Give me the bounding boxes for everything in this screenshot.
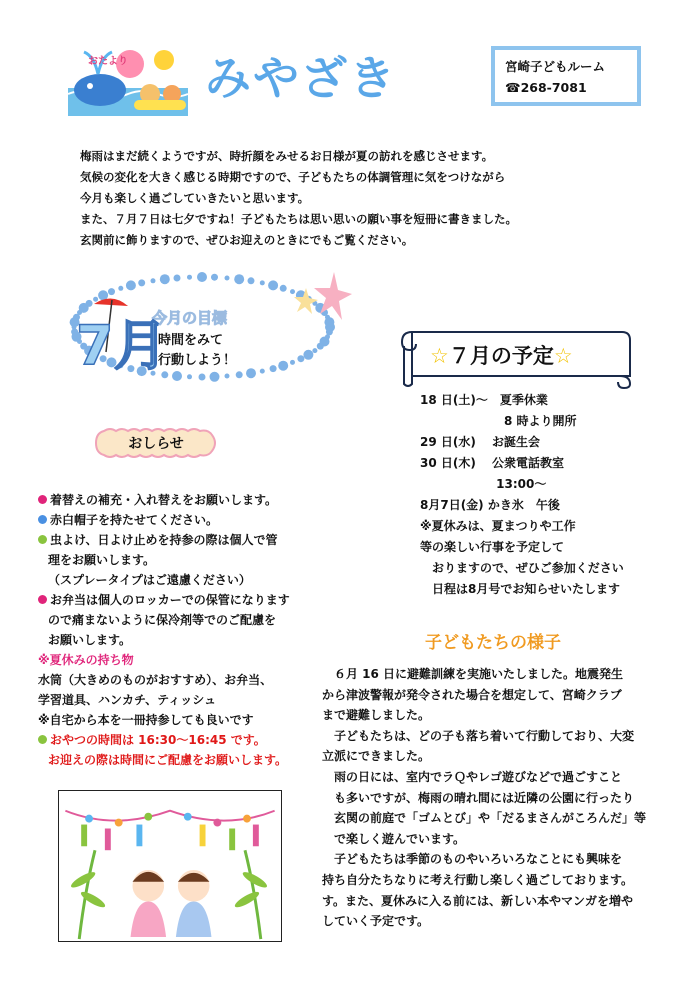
star-icon: ☆ <box>430 344 449 368</box>
bubble-dot <box>312 348 317 353</box>
starfish-icon <box>292 270 352 326</box>
bubble-dot <box>297 355 304 362</box>
notice-line: お弁当は個人のロッカーでの保管になります <box>38 590 328 610</box>
bubble-dot <box>210 372 220 382</box>
bubble-dot <box>234 274 244 284</box>
bubble-dot <box>187 374 192 379</box>
schedule-line: 30 日(木) 公衆電話教室 <box>420 456 565 470</box>
umbrella-month-icon <box>72 292 168 377</box>
bubble-dot <box>278 361 288 371</box>
bullet-dot-icon <box>38 495 47 504</box>
bubble-dot <box>160 274 170 284</box>
schedule-line: 等の楽しい行事を予定して <box>420 540 565 554</box>
notice-line: （スプレータイプはご遠慮ください） <box>48 573 251 587</box>
children-line: で楽しく遊んでいます。 <box>322 831 466 846</box>
bubble-dot <box>248 277 255 284</box>
notice-line: ので痛まないように保冷剤等でのご配慮を <box>48 613 277 627</box>
bubble-dot <box>280 285 287 292</box>
children-line: 玄関の前庭で「ゴムとび」や「だるまさんがころんだ」等 <box>322 811 647 826</box>
notice-line: ※自宅から本を一冊持参しても良いです <box>38 713 254 727</box>
notice-line: お願いします。 <box>48 633 132 647</box>
bubble-dot <box>174 275 181 282</box>
intro-line: また、７月７日は七夕ですね！子どもたちは思い思いの願い事を短冊に書きました。 <box>80 212 517 226</box>
goal-month-text: 7月 <box>76 314 168 377</box>
bubble-dot <box>225 374 230 379</box>
bubble-dot <box>197 272 207 282</box>
bubble-dot <box>317 343 324 350</box>
goal-heading: 今月の目標 <box>152 309 228 327</box>
notice-line: 理をお願いします。 <box>48 553 156 567</box>
schedule-line: 13:00～ <box>420 477 547 491</box>
schedule-line: 29 日(水) お誕生会 <box>420 435 541 449</box>
intro-line: 玄関前に飾りますので、ぜひお迎えのときにでもご覧ください。 <box>80 233 414 247</box>
bubble-dot <box>268 280 278 290</box>
logo-text: おたより <box>88 56 128 67</box>
notice-line: 水筒（大きめのものがおすすめ）、お弁当、 <box>38 673 273 687</box>
schedule-line: 日程は8月号でお知らせいたします <box>420 582 620 596</box>
contact-box <box>491 46 641 106</box>
bubble-dot <box>225 276 230 281</box>
children-body <box>322 664 682 932</box>
notice-list <box>38 490 328 770</box>
bubble-dot <box>260 280 265 285</box>
goal-line: 時間をみて <box>158 333 224 348</box>
snack-time-line: おやつの時間は 16:30～16:45 です。 <box>38 730 328 750</box>
children-heading: 子どもたちの様子 <box>425 633 561 653</box>
bubble-dot <box>260 369 265 374</box>
children-line: 子どもたちは季節のものやいろいろなことにも興味を <box>322 852 623 867</box>
bubble-dot <box>187 275 192 280</box>
bubble-dot <box>138 279 145 286</box>
intro-line: 気候の変化を大きく感じる時期ですので、子どもたちの体調管理に気をつけながら <box>80 170 506 184</box>
children-line: していく予定です。 <box>322 914 430 929</box>
children-line: 立派にできました。 <box>322 749 431 764</box>
summer-items-heading: ※夏休みの持ち物 <box>38 653 134 667</box>
oshirase-label: おしらせ <box>128 436 184 452</box>
bubble-dot <box>326 328 333 335</box>
whale-logo-illustration <box>68 44 188 116</box>
schedule-line: おりますので、ぜひご参加ください <box>420 561 624 575</box>
notice-line: 学習道具、ハンカチ、ティッシュ <box>38 693 216 707</box>
bullet-dot-icon <box>38 735 47 744</box>
goal-line: 行動しよう！ <box>158 353 237 368</box>
pickup-note-line: お迎えの際は時間にご配慮をお願いします。 <box>48 753 288 767</box>
notice-line: 赤白帽子を持たせてください。 <box>38 510 328 530</box>
children-line: 子どもたちは、どの子も落ち着いて行動しており、大変 <box>322 728 635 743</box>
schedule-line: 8月7日(金) かき氷 午後 <box>420 498 560 512</box>
schedule-line: ※夏休みは、夏まつりや工作 <box>420 519 576 533</box>
bubble-dot <box>211 274 218 281</box>
schedule-list <box>420 390 680 600</box>
bullet-dot-icon <box>38 515 47 524</box>
bubble-dot <box>236 371 243 378</box>
children-line: す。また、夏休みに入る前には、新しい本やマンガを増や <box>322 893 634 908</box>
bubble-dot <box>303 350 313 360</box>
bullet-dot-icon <box>38 595 47 604</box>
intro-paragraph <box>80 146 640 251</box>
bullet-dot-icon <box>38 535 47 544</box>
contact-name: 宮崎子どもルーム <box>505 59 606 74</box>
bubble-dot <box>199 374 206 381</box>
children-line: まで避難しました。 <box>322 708 431 723</box>
children-line: から津波警報が発令された場合を想定して、宮崎クラブ <box>322 687 622 702</box>
bubble-dot <box>151 278 156 283</box>
schedule-line: 8 時より開所 <box>420 414 577 428</box>
notice-line: 虫よけ、日よけ止めを持参の際は個人で管 <box>38 530 328 550</box>
intro-line: 今月も楽しく過ごしていきたいと思います。 <box>80 191 310 205</box>
children-line: 雨の日には、室内でラＱやレゴ遊びなどで過ごすこと <box>322 769 623 784</box>
children-line: 持ち自分たちなりに考え行動し楽しく過ごしております。 <box>322 872 634 887</box>
schedule-line: 18 日(土)～ 夏季休業 <box>420 393 548 407</box>
bubble-dot <box>290 360 295 365</box>
children-line: ６月 16 日に避難訓練を実施いたしました。地震発生 <box>322 667 624 681</box>
contact-phone: ☎268-7081 <box>505 80 587 95</box>
bubble-dot <box>246 368 256 378</box>
star-icon: ☆ <box>553 344 573 368</box>
bubble-dot <box>118 286 123 291</box>
bubble-dot <box>270 365 277 372</box>
notice-line: 着替えの補充・入れ替えをお願いします。 <box>38 490 328 510</box>
bubble-dot <box>126 280 136 290</box>
intro-line: 梅雨はまだ続くようですが、時折顔をみせるお日様が夏の訪れを感じさせます。 <box>80 149 494 163</box>
tanabata-illustration <box>58 790 282 942</box>
children-line: も多いですが、梅雨の晴れ間には近隣の公園に行ったり <box>322 790 635 805</box>
goal-text <box>158 331 236 371</box>
page-title: みやざき <box>205 51 397 105</box>
schedule-title: ☆７月の予定☆ <box>430 344 573 368</box>
bubble-dot <box>172 371 182 381</box>
